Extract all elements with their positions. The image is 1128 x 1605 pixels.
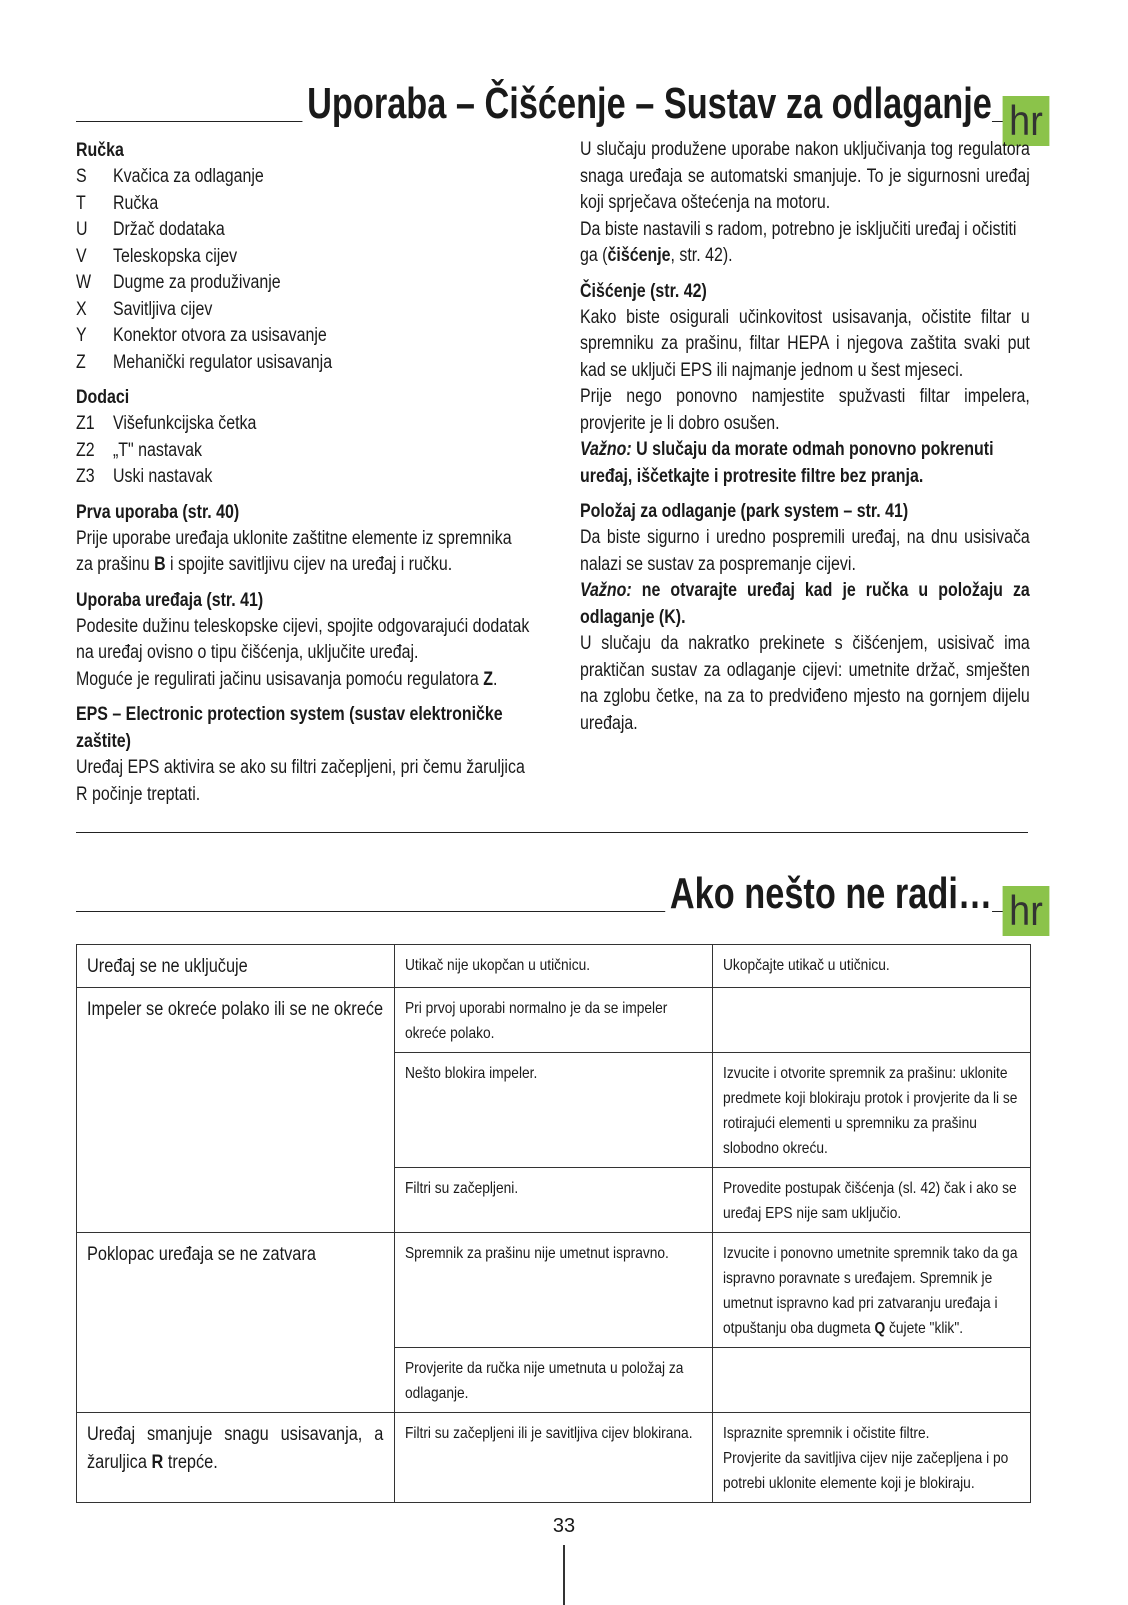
usage-text: Podesite dužinu teleskopske cijevi, spojite odgovarajući dodatak na uređaj ovisno o tipu čišćenja, uključite uređaj.: [76, 615, 530, 663]
remedy-cell: Ispraznite spremnik i očistite filtre. Provjerite da savitljiva cijev nije začepljena i po potrebi uklonite elemente koji je blokiraju.: [713, 1413, 1031, 1503]
list-item: Z Mehanički regulator usisavanja: [76, 351, 333, 373]
list-item: U Držač dodataka: [76, 219, 225, 240]
heading-eps: EPS – Electronic protection system (sustav elektroničke zaštite): [76, 704, 503, 752]
usage-regulator-text: Moguće je regulirati jačinu usisavanja pomoću regulatora Z.: [76, 668, 498, 690]
heading-rucka: Ručka: [76, 140, 124, 161]
heading-first-use: Prva uporaba (str. 40): [76, 501, 240, 523]
heading-usage: Uporaba uređaja (str. 41): [76, 589, 264, 611]
list-item: Z2 „T" nastavak: [76, 439, 203, 461]
remedy-cell: Provedite postupak čišćenja (sl. 42) čak i ako se uređaj EPS nije sam uključio.: [713, 1168, 1031, 1233]
table-row: [77, 988, 1031, 1053]
cleaning-text: Kako biste osigurali učinkovitost usisavanja, očistite filtar u spremniku za prašinu, filtar HEPA i njegova zaštita svaki put kad se uključi EPS ili najmanje jednom u šest mjeseci.: [580, 306, 1030, 381]
rucka-list: [76, 164, 532, 376]
park-note: Važno: ne otvarajte uređaj kad je ručka u položaju za odlaganje (K).: [580, 580, 1030, 628]
cause-cell: Filtri su začepljeni.: [395, 1168, 713, 1233]
cause-cell: Spremnik za prašinu nije umetnut ispravno.: [395, 1233, 713, 1348]
remedy-cell: [713, 988, 1031, 1053]
intro-text: U slučaju produžene uporabe nakon uključivanja tog regulatora snaga uređaja se automatski smanjuje. To je sigurnosni uređaj koji sprječava oštećenja na motoru.: [580, 139, 1030, 213]
symptom-cell: Poklopac uređaja se ne zatvara: [77, 1233, 395, 1413]
table-row: [77, 1233, 1031, 1348]
page-number: 33: [0, 1515, 1128, 1538]
heading-cleaning: Čišćenje (str. 42): [580, 280, 707, 302]
section-header-troubleshooting: [76, 852, 1052, 934]
cleaning-note: Važno: U slučaju da morate odmah ponovno pokrenuti uređaj, iščetkajte i protresite filtre bez pranja.: [580, 439, 994, 487]
heading-park-system: Položaj za odlaganje (park system – str. 41): [580, 501, 909, 522]
page-number-stem: [563, 1545, 565, 1605]
heading-dodaci: Dodaci: [76, 387, 130, 408]
cause-cell: Filtri su začepljeni ili je savitljiva cijev blokirana.: [395, 1413, 713, 1503]
left-column: [76, 137, 532, 808]
list-item: X Savitljiva cijev: [76, 298, 213, 320]
list-item: Y Konektor otvora za usisavanje: [76, 325, 327, 346]
cause-cell: Pri prvoj uporabi normalno je da se impeler okreće polako.: [395, 988, 713, 1053]
troubleshooting-table: [76, 944, 1031, 1503]
park-storage-text: U slučaju da nakratko prekinete s čišćenjem, usisivač ima praktičan sustav za odlaganje cijevi: umetnite držač, smješten na zglobu četke, na za to predviđeno mjesto na gornjem dijelu uređaja.: [580, 633, 1030, 734]
table-row: [77, 945, 1031, 988]
dodaci-list: [76, 411, 532, 491]
cause-cell: Nešto blokira impeler.: [395, 1053, 713, 1168]
remedy-cell: Ukopčajte utikač u utičnicu.: [713, 945, 1031, 988]
section-header-usage: [76, 62, 1052, 144]
first-use-text: Prije uporabe uređaja uklonite zaštitne elemente iz spremnika za prašinu B i spojite savitljivu cijev na uređaj i ručku.: [76, 527, 512, 575]
table-row: [77, 1413, 1031, 1503]
cleaning-filter-text: Prije nego ponovno namjestite spužvasti filtar impelera, provjerite je li dobro osušen.: [580, 386, 1030, 434]
right-column: [580, 137, 1030, 737]
cause-cell: Provjerite da ručka nije umetnuta u položaj za odlaganje.: [395, 1348, 713, 1413]
troubleshooting-title: Ako nešto ne radi…: [665, 872, 992, 916]
remedy-cell: Izvucite i ponovno umetnite spremnik tako da ga ispravno poravnate s uređajem. Spremnik je umetnut ispravno kad pri zatvaranju uređaja i otpuštanju oba dugmeta Q čujete "klik".: [713, 1233, 1031, 1348]
page-title: Uporaba – Čišćenje – Sustav za odlaganje: [303, 82, 992, 126]
symptom-cell: Uređaj se ne uključuje: [77, 945, 395, 988]
intro-continue-text: Da biste nastavili s radom, potrebno je isključiti uređaj i očistiti ga (čišćenje, str. 42).: [580, 218, 1017, 266]
park-text: Da biste sigurno i uredno pospremili uređaj, na dnu usisivača nalazi se sustav za pospremanje cijevi.: [580, 527, 1030, 575]
language-badge: hr: [1003, 886, 1050, 936]
symptom-cell: Impeler se okreće polako ili se ne okreće: [77, 988, 395, 1233]
cause-cell: Utikač nije ukopčan u utičnicu.: [395, 945, 713, 988]
list-item: V Teleskopska cijev: [76, 245, 238, 267]
list-item: W Dugme za produživanje: [76, 272, 281, 293]
list-item: S Kvačica za odlaganje: [76, 166, 264, 187]
remedy-cell: Izvucite i otvorite spremnik za prašinu: uklonite predmete koji blokiraju protok i provjerite da li se rotirajući elementi u spremniku za prašinu slobodno okreću.: [713, 1053, 1031, 1168]
list-item: T Ručka: [76, 192, 159, 214]
language-badge: hr: [1003, 96, 1050, 146]
remedy-cell: [713, 1348, 1031, 1413]
list-item: Z3 Uski nastavak: [76, 466, 213, 487]
symptom-cell: Uređaj smanjuje snagu usisavanja, a žaruljica R trepće.: [77, 1413, 395, 1503]
section-divider: [76, 832, 1028, 833]
list-item: Z1 Višefunkcijska četka: [76, 413, 257, 434]
eps-text: Uređaj EPS aktivira se ako su filtri začepljeni, pri čemu žaruljica R počinje treptati.: [76, 757, 525, 805]
